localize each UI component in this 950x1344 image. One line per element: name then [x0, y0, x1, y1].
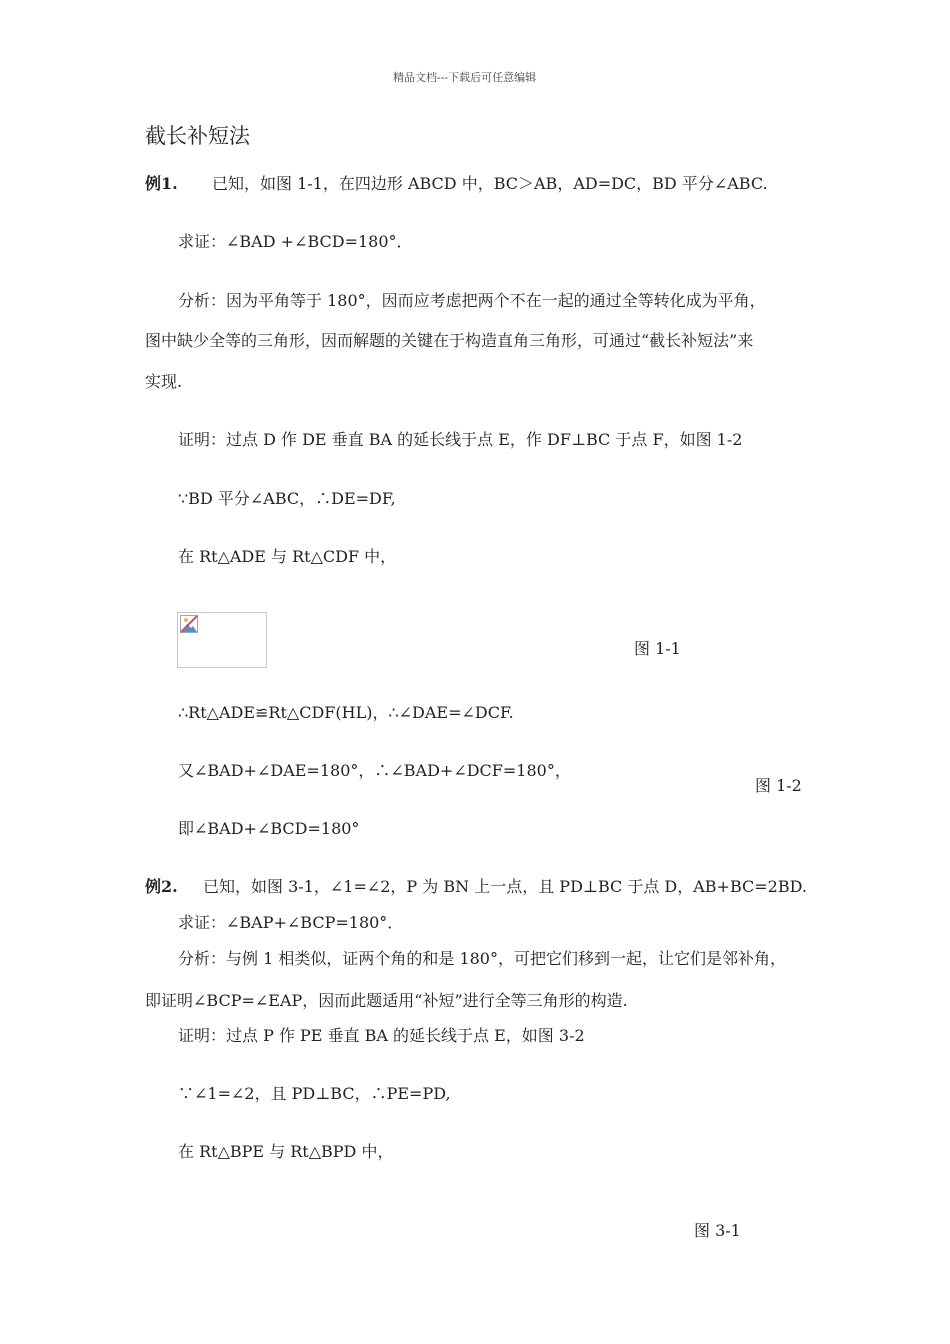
- example-1-analysis-line-1: 分析：因为平角等于 180°，因而应考虑把两个不在一起的通过全等转化成为平角，: [178, 291, 766, 310]
- example-1-label: 例1.: [145, 174, 178, 193]
- page-header: 精品文档---下载后可任意编辑: [393, 71, 537, 84]
- example-1-analysis-line-2: 图中缺少全等的三角形，因而解题的关键在于构造直角三角形，可通过“截长补短法”来: [145, 331, 754, 350]
- example-2-analysis-line-2: 即证明∠BCP=∠EAP，因而此题适用“补短”进行全等三角形的构造.: [145, 991, 628, 1010]
- example-2-proof-line-3: 在 Rt△BPE 与 Rt△BPD 中，: [178, 1142, 394, 1161]
- broken-image-placeholder: [177, 612, 267, 668]
- example-2-label: 例2.: [145, 877, 178, 896]
- example-1-proof-line-6: 即∠BAD+∠BCD=180°: [178, 819, 360, 838]
- example-1-given: 已知，如图 1-1，在四边形 ABCD 中，BC＞AB，AD=DC，BD 平分∠ABC.: [212, 174, 768, 193]
- example-1-proof-line-1: 证明：过点 D 作 DE 垂直 BA 的延长线于点 E，作 DF⊥BC 于点 F，如图 1-2: [178, 430, 743, 449]
- example-1-proof-line-4: ∴Rt△ADE≌Rt△CDF(HL)，∴∠DAE=∠DCF.: [178, 703, 514, 722]
- example-2-prove: 求证：∠BAP+∠BCP=180°．: [178, 913, 404, 932]
- example-1-proof-line-2: ∵BD 平分∠ABC，∴DE=DF,: [178, 489, 396, 508]
- page-title: 截长补短法: [145, 124, 250, 148]
- figure-1-1-caption: 图 1-1: [634, 639, 681, 658]
- example-1-proof-line-5: 又∠BAD+∠DAE=180°，∴∠BAD+∠DCF=180°，: [178, 761, 571, 780]
- example-2-given: 已知，如图 3-1，∠1=∠2，P 为 BN 上一点，且 PD⊥BC 于点 D，AB+BC=2BD.: [203, 877, 807, 896]
- broken-image-icon: [180, 615, 198, 633]
- example-2-proof-line-2: ∵∠1=∠2，且 PD⊥BC，∴PE=PD,: [178, 1084, 451, 1103]
- figure-1-2-caption: 图 1-2: [755, 776, 802, 795]
- example-1-prove: 求证：∠BAD +∠BCD=180°．: [178, 232, 413, 251]
- figure-3-1-caption: 图 3-1: [694, 1221, 741, 1240]
- example-1-proof-line-3: 在 Rt△ADE 与 Rt△CDF 中，: [178, 547, 397, 566]
- example-1-analysis-line-3: 实现.: [145, 372, 183, 391]
- example-2-analysis-line-1: 分析：与例 1 相类似，证两个角的和是 180°，可把它们移到一起，让它们是邻补角，: [178, 949, 786, 968]
- example-2-proof-line-1: 证明：过点 P 作 PE 垂直 BA 的延长线于点 E，如图 3-2: [178, 1026, 585, 1045]
